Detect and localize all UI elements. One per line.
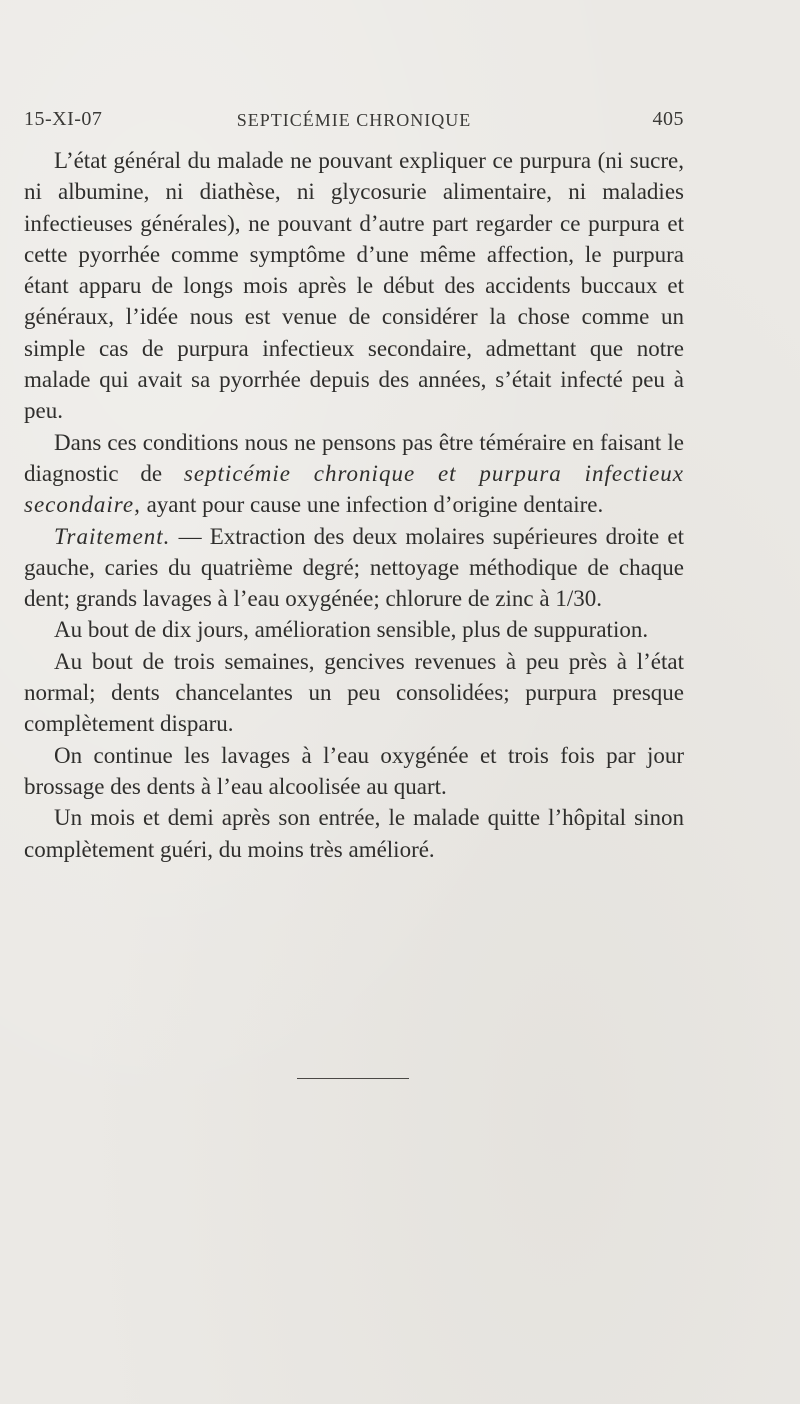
body-text: [24, 145, 684, 865]
running-head: [24, 108, 684, 138]
paragraph-text: Dans ces conditions nous ne pensons pas être téméraire en faisant le diagnostic de: [24, 429, 684, 486]
paragraph-text: ayant pour cause une infection d’origine dentaire.: [140, 492, 604, 518]
treatment-heading: Traitement.: [54, 523, 171, 549]
paragraph-ten-days: [24, 614, 684, 645]
paragraph-text: On continue les lavages à l’eau oxygénée et trois fois par jour brossage des dents à l’eau alcoolisée au quart.: [24, 742, 684, 799]
paragraph-treatment: [24, 521, 684, 615]
page-number: 405: [652, 108, 684, 130]
section-end-rule: [297, 1078, 409, 1079]
date-mark: 15-XI-07: [24, 108, 103, 130]
paragraph-diagnosis-reasoning: [24, 145, 684, 427]
paragraph-text: Au bout de trois semaines, gencives revenues à peu près à l’état normal; dents chancelantes un peu consolidées; purpura presque complètement disparu.: [24, 648, 684, 737]
paragraph-diagnosis: [24, 427, 684, 521]
running-title: SEPTICÉMIE CHRONIQUE: [236, 110, 472, 130]
paragraph-text: — Extraction des deux molaires supérieures droite et gauche, caries du quatrième degré; nettoyage méthodique de chaque dent; grands lavages à l’eau oxygénée; chlorure de zinc à 1/30.: [24, 523, 684, 612]
paragraph-three-weeks: [24, 646, 684, 740]
paragraph-text: Un mois et demi après son entrée, le malade quitte l’hôpital sinon complètement guéri, du moins très amélioré.: [24, 805, 684, 862]
diagnosis-italic: septicémie chronique et purpura infectieux secondaire,: [24, 460, 684, 518]
paragraph-text: L’état général du malade ne pouvant expliquer ce purpura (ni sucre, ni albumine, ni diathèse, ni glycosurie alimentaire, ni maladies infectieuses générales), ne pouvant d’autre part regarder ce purpura et cette pyorrhée comme symptôme d’une même affection, le purpura étant apparu de longs mois après le début des accidents buccaux et généraux, l’idée nous est venue de considérer la chose comme un simple cas de purpura infectieux secondaire, admettant que notre malade qui avait sa pyorrhée depuis des années, s’était infecté peu à peu.: [24, 148, 684, 424]
paragraph-discharge: [24, 802, 684, 865]
paragraph-continuation: [24, 740, 684, 803]
paragraph-text: Au bout de dix jours, amélioration sensible, plus de suppuration.: [54, 617, 649, 643]
